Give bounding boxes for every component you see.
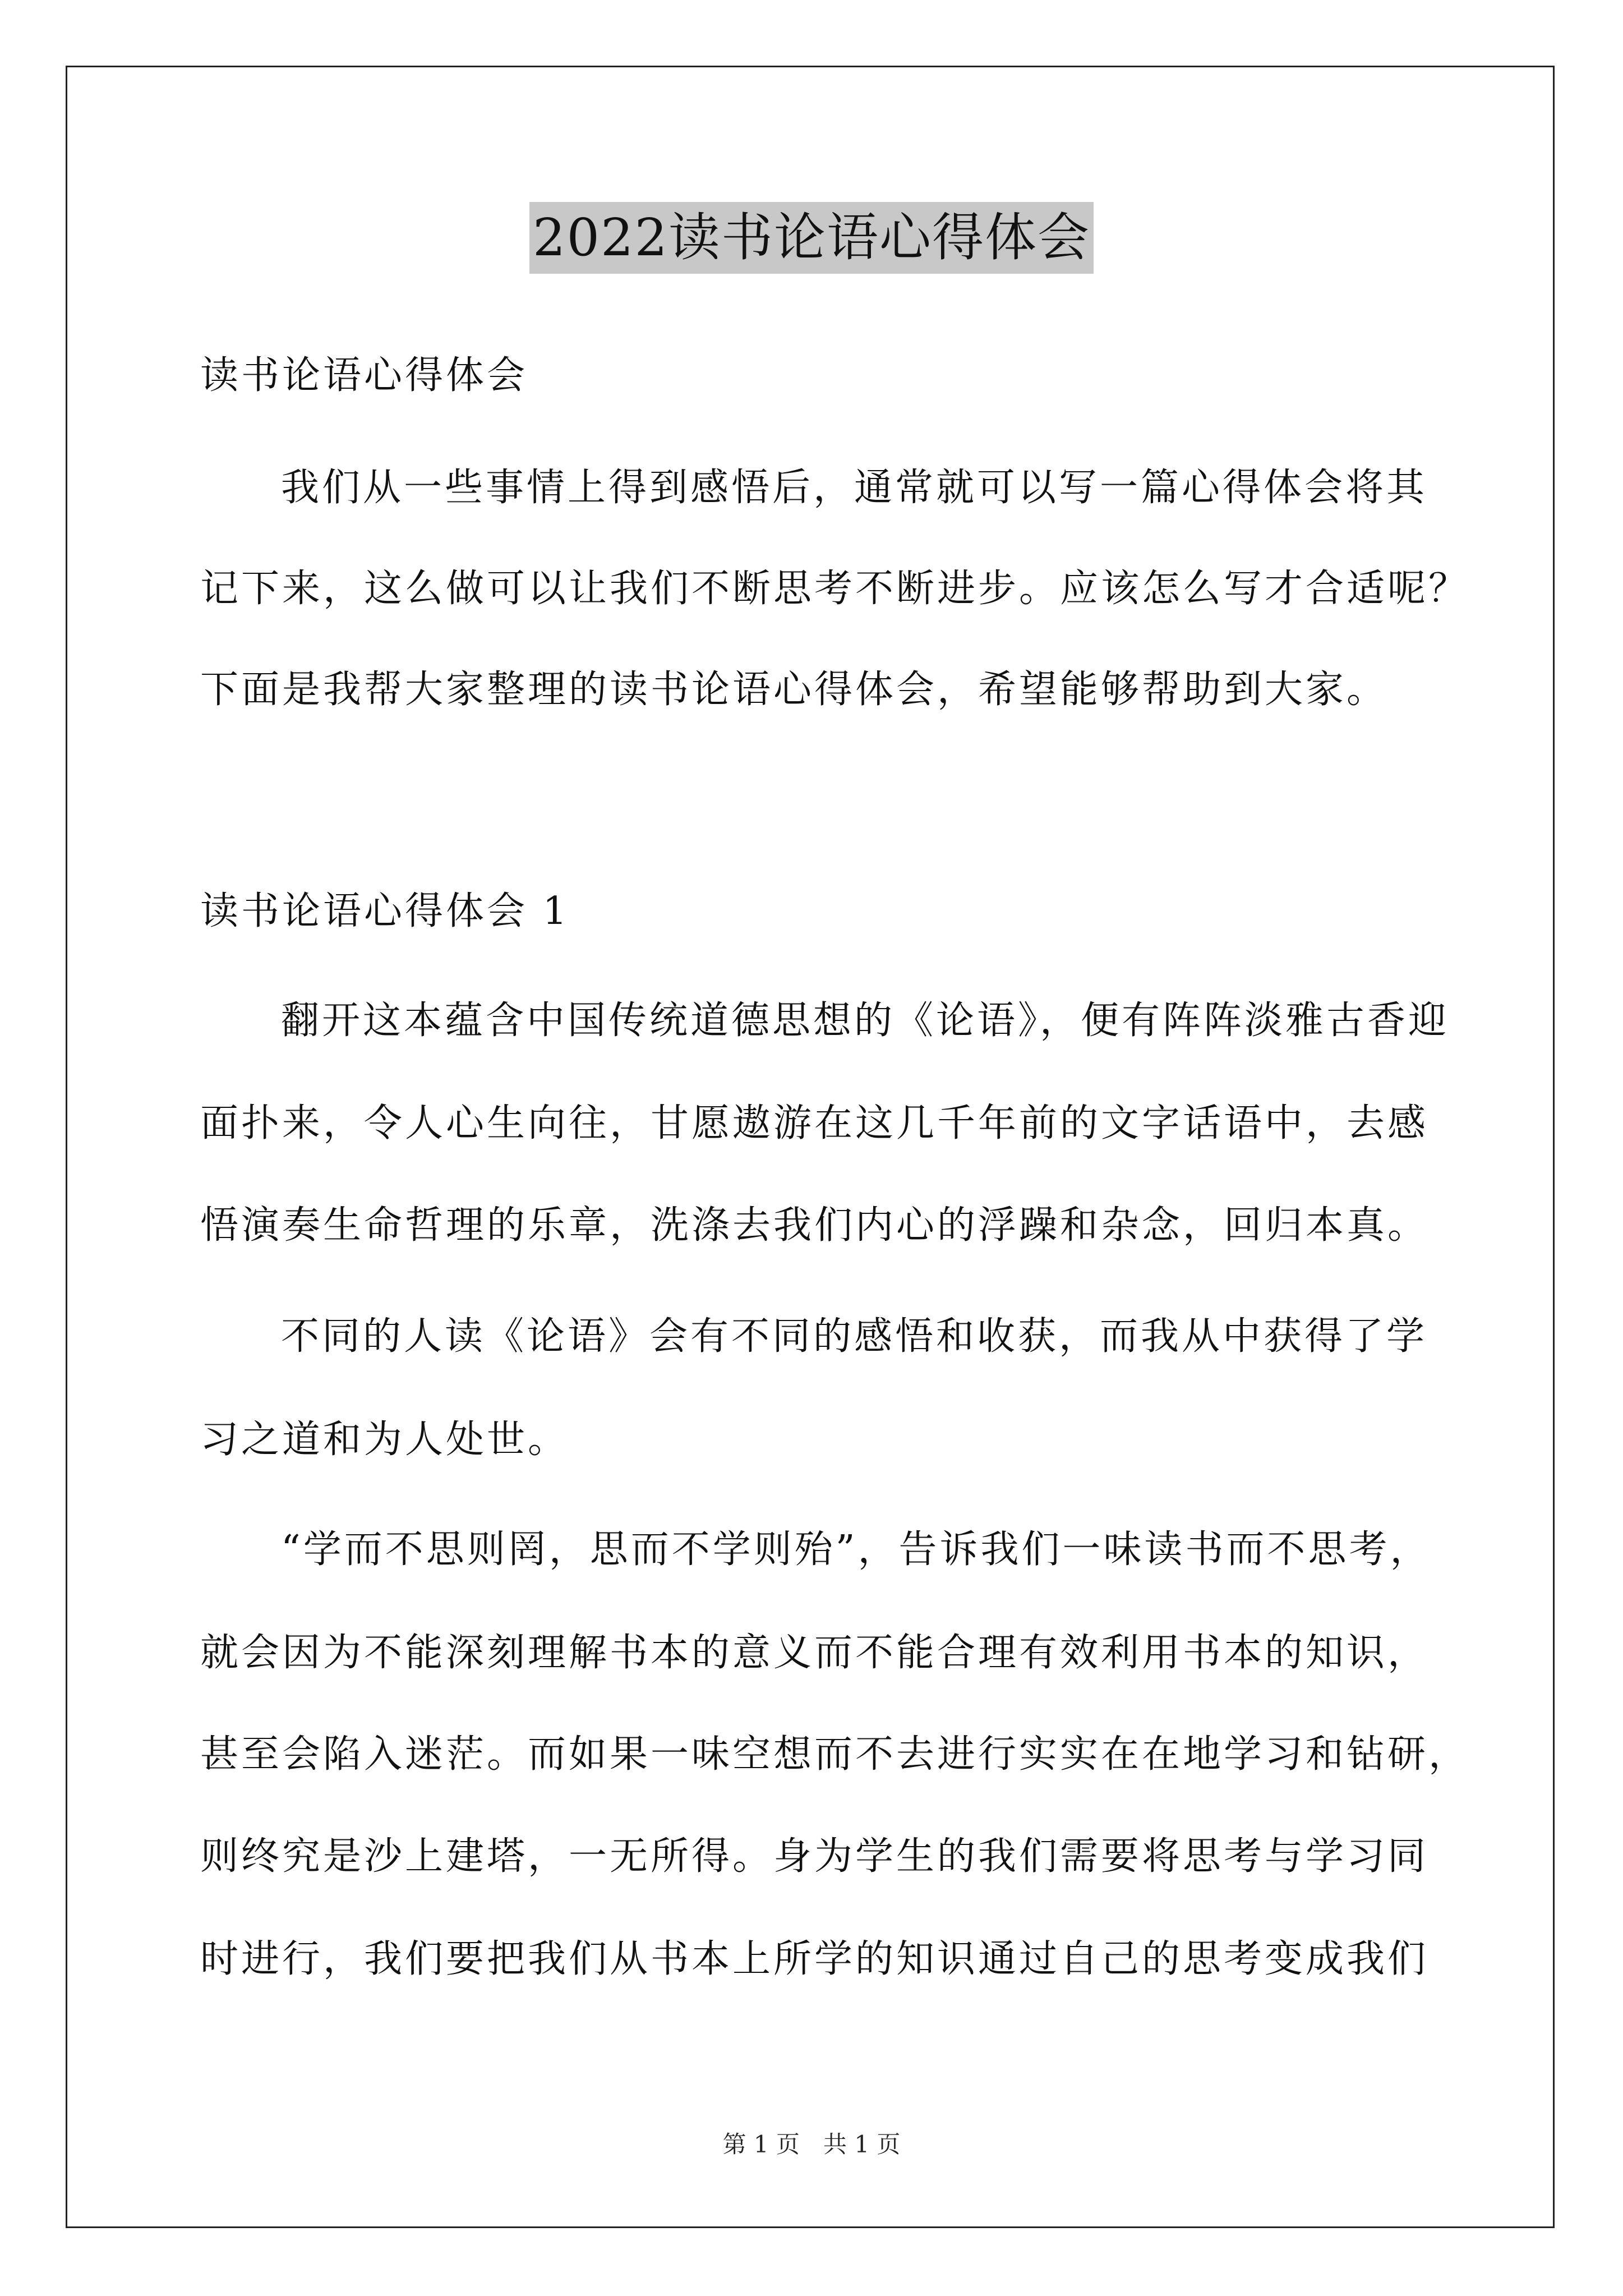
paragraph-line: 下面是我帮大家整理的读书论语心得体会，希望能够帮助到大家。 <box>200 668 1388 712</box>
paragraph-line: 时进行，我们要把我们从书本上所学的知识通过自己的思考变成我们 <box>200 1937 1429 1981</box>
paragraph-line: 就会因为不能深刻理解书本的意义而不能合理有效利用书本的知识， <box>200 1631 1429 1675</box>
paragraph-line: 不同的人读《论语》会有不同的感悟和收获，而我从中获得了学 <box>281 1314 1428 1359</box>
paragraph-line: 悟演奏生命哲理的乐章，洗涤去我们内心的浮躁和杂念，回归本真。 <box>200 1203 1429 1248</box>
paragraph-line: “学而不思则罔，思而不学则殆”，告诉我们一味读书而不思考， <box>281 1527 1431 1572</box>
paragraph-line: 面扑来，令人心生向往，甘愿遨游在这几千年前的文字话语中，去感 <box>200 1101 1429 1145</box>
paragraph-line: 我们从一些事情上得到感悟后，通常就可以写一篇心得体会将其 <box>281 466 1428 510</box>
document-title: 2022读书论语心得体会 <box>529 202 1094 274</box>
page-footer: 第 1 页 共 1 页 <box>722 2131 901 2158</box>
paragraph-line: 则终究是沙上建塔，一无所得。身为学生的我们需要将思考与学习同 <box>200 1834 1429 1879</box>
section-heading: 读书论语心得体会 1 <box>200 889 570 933</box>
section-heading: 读书论语心得体会 <box>200 353 528 398</box>
paragraph-line: 翻开这本蕴含中国传统道德思想的《论语》，便有阵阵淡雅古香迎 <box>281 999 1450 1043</box>
paragraph-line: 习之道和为人处世。 <box>200 1418 569 1462</box>
title-container <box>0 202 1623 274</box>
paragraph-line: 记下来，这么做可以让我们不断思考不断进步。应该怎么写才合适呢？ <box>200 567 1470 611</box>
paragraph-line: 甚至会陷入迷茫。而如果一味空想而不去进行实实在在地学习和钻研， <box>200 1732 1470 1777</box>
